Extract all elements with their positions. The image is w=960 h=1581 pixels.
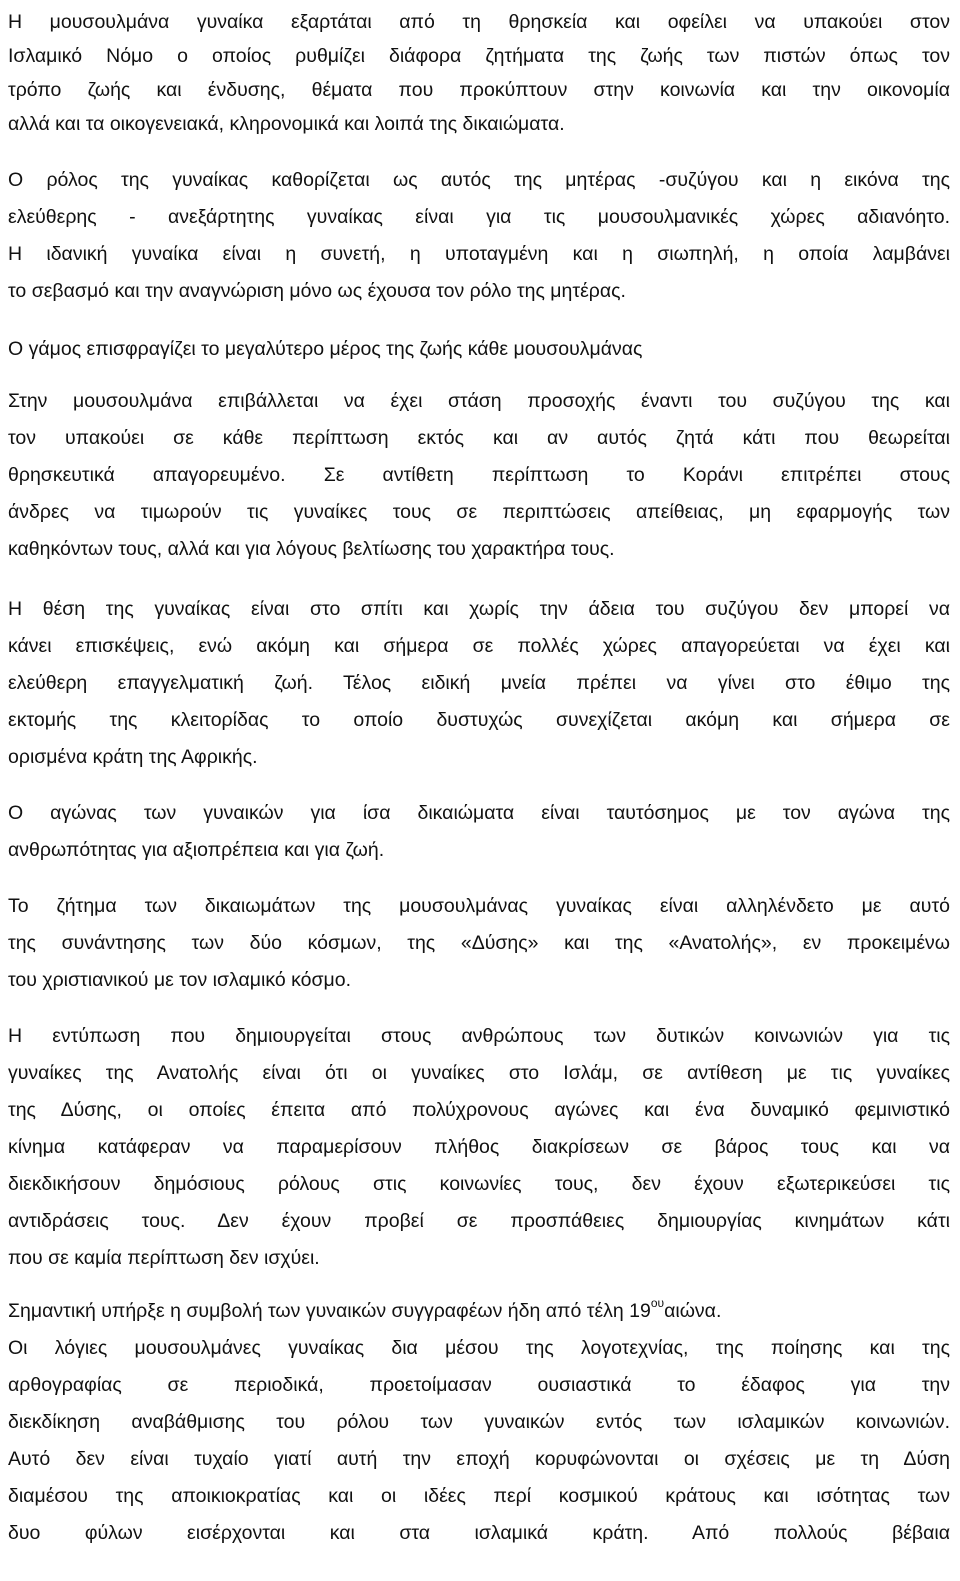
text-line: της Δύσης, οι οποίες έπειτα από πολύχρονους αγώνες και ένα δυναμικό φεμινιστικό	[8, 1099, 950, 1121]
text-line: της συνάντησης των δύο κόσμων, της «Δύσης» και της «Ανατολής», εν προκειμένω	[8, 932, 950, 954]
text-line: Οι λόγιες μουσουλμάνες γυναίκας δια μέσου της λογοτεχνίας, της ποίησης και της	[8, 1337, 950, 1359]
text-line: διεκδίκηση αναβάθμισης του ρόλου των γυναικών εντός των ισλαμικών κοινωνιών.	[8, 1411, 950, 1433]
text-line: που σε καμία περίπτωση δεν ισχύει.	[8, 1247, 320, 1269]
text-line: Ισλαμικό Νόμο ο οποίος ρυθμίζει διάφορα ζητήματα της ζωής των πιστών όπως τον	[8, 45, 950, 67]
text-line: θρησκευτικά απαγορευμένο. Σε αντίθετη περίπτωση το Κοράνι επιτρέπει στους	[8, 464, 950, 486]
line-text: Σημαντική υπήρξε η συμβολή των γυναικών συγγραφέων ήδη από τέλη 19	[8, 1300, 651, 1322]
text-line: Η ιδανική γυναίκα είναι η συνετή, η υποταγμένη και η σιωπηλή, η οποία λαμβάνει	[8, 243, 950, 265]
text-line: εκτομής της κλειτορίδας το οποίο δυστυχώς συνεχίζεται ακόμη και σήμερα σε	[8, 709, 950, 731]
text-line: Το ζήτημα των δικαιωμάτων της μουσουλμάνας γυναίκας είναι αλληλένδετο με αυτό	[8, 895, 950, 917]
text-line: Η μουσουλμάνα γυναίκα εξαρτάται από τη θρησκεία και οφείλει να υπακούει στον	[8, 11, 950, 33]
text-line: του χριστιανικού με τον ισλαμικό κόσμο.	[8, 969, 351, 991]
text-line: Στην μουσουλμάνα επιβάλλεται να έχει στάση προσοχής έναντι του συζύγου της και	[8, 390, 950, 412]
text-line: Ο γάμος επισφραγίζει το μεγαλύτερο μέρος της ζωής κάθε μουσουλμάνας	[8, 338, 643, 360]
text-line: τον υπακούει σε κάθε περίπτωση εκτός και αν αυτός ζητά κάτι που θεωρείται	[8, 427, 950, 449]
superscript-ordinal: ου	[650, 1295, 665, 1310]
text-line: κίνημα κατάφεραν να παραμερίσουν πλήθος διακρίσεων σε βάρος τους και να	[8, 1136, 950, 1158]
text-line: Ο ρόλος της γυναίκας καθορίζεται ως αυτός της μητέρας -συζύγου και η εικόνα της	[8, 169, 950, 191]
text-line: ανθρωπότητας για αξιοπρέπεια και για ζωή.	[8, 839, 385, 861]
text-line: αρθογραφίας σε περιοδικά, προετοίμασαν ουσιαστικά το έδαφος για την	[8, 1374, 950, 1396]
text-line: το σεβασμό και την αναγνώριση μόνο ως έχουσα τον ρόλο της μητέρας.	[8, 280, 626, 302]
text-line: ορισμένα κράτη της Αφρικής.	[8, 746, 258, 768]
text-line: αντιδράσεις τους. Δεν έχουν προβεί σε προσπάθειες δημιουργίας κινημάτων κάτι	[8, 1210, 950, 1232]
text-line: διαμέσου της αποικιοκρατίας και οι ιδέες περί κοσμικού κράτους και ισότητας των	[8, 1485, 950, 1507]
text-line: άνδρες να τιμωρούν τις γυναίκες τους σε περιπτώσεις απείθειας, μη εφαρμογής των	[8, 501, 950, 523]
text-line: ελεύθερη επαγγελματική ζωή. Τέλος ειδική μνεία πρέπει να γίνει στο έθιμο της	[8, 672, 950, 694]
text-line: ελεύθερης - ανεξάρτητης γυναίκας είναι για τις μουσουλμανικές χώρες αδιανόητο.	[8, 206, 950, 228]
text-line: δυο φύλων εισέρχονται και στα ισλαμικά κράτη. Από πολλούς βέβαια	[8, 1522, 950, 1544]
text-line: γυναίκες της Ανατολής είναι ότι οι γυναίκες στο Ισλάμ, σε αντίθεση με τις γυναίκες	[8, 1062, 950, 1084]
text-line: διεκδικήσουν δημόσιους ρόλους στις κοινωνίες τους, δεν έχουν εξωτερικεύσει τις	[8, 1173, 950, 1195]
text-line: τρόπο ζωής και ένδυσης, θέματα που προκύπτουν στην κοινωνία και την οικονομία	[8, 79, 950, 101]
text-line: καθηκόντων τους, αλλά και για λόγους βελτίωσης του χαρακτήρα τους.	[8, 538, 615, 560]
text-line: κάνει επισκέψεις, ενώ ακόμη και σήμερα σε πολλές χώρες απαγορεύεται να έχει και	[8, 635, 950, 657]
line-text: αιώνα.	[664, 1300, 722, 1322]
text-line: Η θέση της γυναίκας είναι στο σπίτι και χωρίς την άδεια του συζύγου δεν μπορεί να	[8, 598, 950, 620]
text-line: Η εντύπωση που δημιουργείται στους ανθρώπους των δυτικών κοινωνιών για τις	[8, 1025, 950, 1047]
text-line: Ο αγώνας των γυναικών για ίσα δικαιώματα είναι ταυτόσημος με τον αγώνα της	[8, 802, 950, 824]
text-line: αλλά και τα οικογενειακά, κληρονομικά και λοιπά της δικαιώματα.	[8, 113, 565, 135]
text-line	[8, 1292, 950, 1330]
text-line: Αυτό δεν είναι τυχαίο γιατί αυτή την εποχή κορυφώνονται οι σχέσεις με τη Δύση	[8, 1448, 950, 1470]
